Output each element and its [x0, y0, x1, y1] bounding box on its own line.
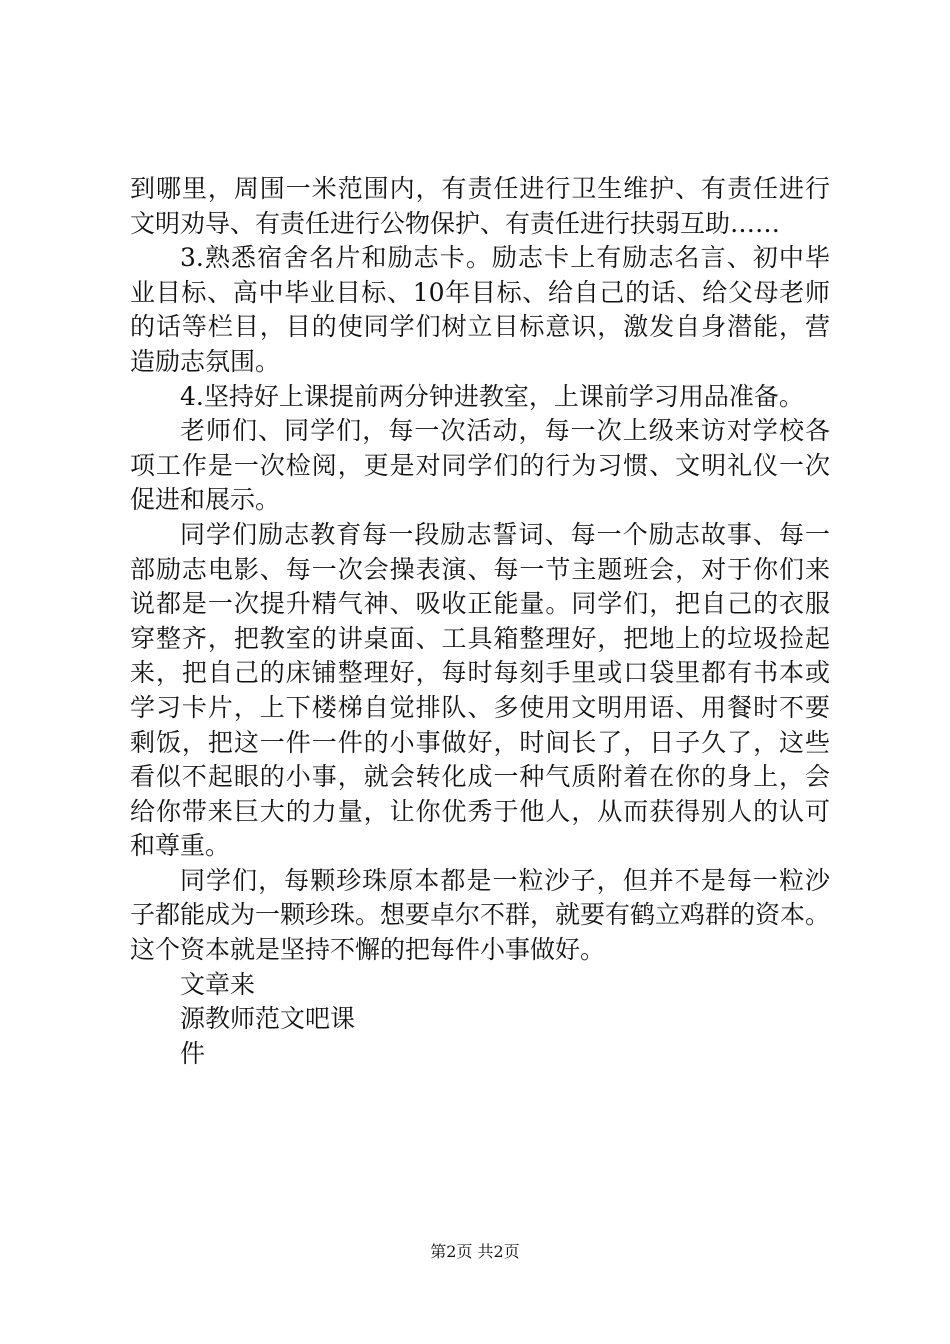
- paragraph-line: 来，把自己的床铺整理好，每时每刻手里或口袋里都有书本或: [130, 658, 830, 688]
- paragraph: [130, 968, 830, 1003]
- paragraph-line: 学习卡片，上下楼梯自觉排队、多使用文明用语、用餐时不要: [130, 692, 830, 722]
- paragraph-line: 文明劝导、有责任进行公物保护、有责任进行扶弱互助……: [130, 208, 781, 238]
- paragraph-line: 的话等栏目，目的使同学们树立目标意识，激发自身潜能，营: [130, 312, 830, 342]
- paragraph-line: 看似不起眼的小事，就会转化成一种气质附着在你的身上，会: [130, 762, 830, 792]
- paragraph-line: 同学们，每颗珍珠原本都是一粒沙子，但并不是每一粒沙: [180, 865, 830, 895]
- paragraph: [130, 241, 830, 379]
- paragraph-line: 剩饭，把这一件一件的小事做好，时间长了，日子久了，这些: [130, 727, 830, 757]
- paragraph: [130, 172, 830, 241]
- paragraph-line: 件: [180, 1038, 206, 1068]
- paragraph: [130, 518, 830, 864]
- paragraph-line: 到哪里，周围一米范围内，有责任进行卫生维护、有责任进行: [130, 174, 830, 203]
- paragraph: [130, 414, 830, 518]
- paragraph-line: 这个资本就是坚持不懈的把每件小事做好。: [130, 935, 606, 965]
- paragraph-line: 项工作是一次检阅，更是对同学们的行为习惯、文明礼仪一次: [130, 450, 830, 480]
- paragraph-line: 部励志电影、每一次会操表演、每一节主题班会，对于你们来: [130, 554, 830, 584]
- paragraph-line: 业目标、高中毕业目标、10年目标、给自己的话、给父母老师: [130, 277, 830, 307]
- paragraph-line: 3.熟悉宿舍名片和励志卡。励志卡上有励志名言、初中毕: [180, 243, 830, 273]
- paragraph: [130, 1037, 830, 1072]
- document-body: [130, 172, 830, 1071]
- paragraph-line: 老师们、同学们，每一次活动，每一次上级来访对学校各: [180, 416, 830, 446]
- paragraph-line: 穿整齐，把教室的讲桌面、工具箱整理好，把地上的垃圾捡起: [130, 623, 830, 653]
- paragraph: [130, 380, 830, 415]
- paragraph-line: 促进和展示。: [130, 485, 281, 515]
- paragraph-line: 源教师范文吧课: [180, 1004, 356, 1034]
- page-footer: 第2页 共2页: [430, 1242, 520, 1261]
- paragraph-line: 文章来: [180, 969, 256, 999]
- paragraph-line: 造励志氛围。: [130, 346, 281, 376]
- paragraph-line: 说都是一次提升精气神、吸收正能量。同学们，把自己的衣服: [130, 589, 830, 619]
- paragraph-line: 4.坚持好上课提前两分钟进教室，上课前学习用品准备。: [180, 381, 804, 411]
- paragraph-line: 子都能成为一颗珍珠。想要卓尔不群，就要有鹤立鸡群的资本。: [130, 900, 831, 930]
- paragraph-line: 同学们励志教育每一段励志誓词、每一个励志故事、每一: [180, 519, 830, 549]
- paragraph: [130, 1002, 830, 1037]
- paragraph-line: 给你带来巨大的力量，让你优秀于他人，从而获得别人的认可: [130, 796, 830, 826]
- paragraph-line: 和尊重。: [130, 831, 231, 861]
- paragraph: [130, 864, 830, 968]
